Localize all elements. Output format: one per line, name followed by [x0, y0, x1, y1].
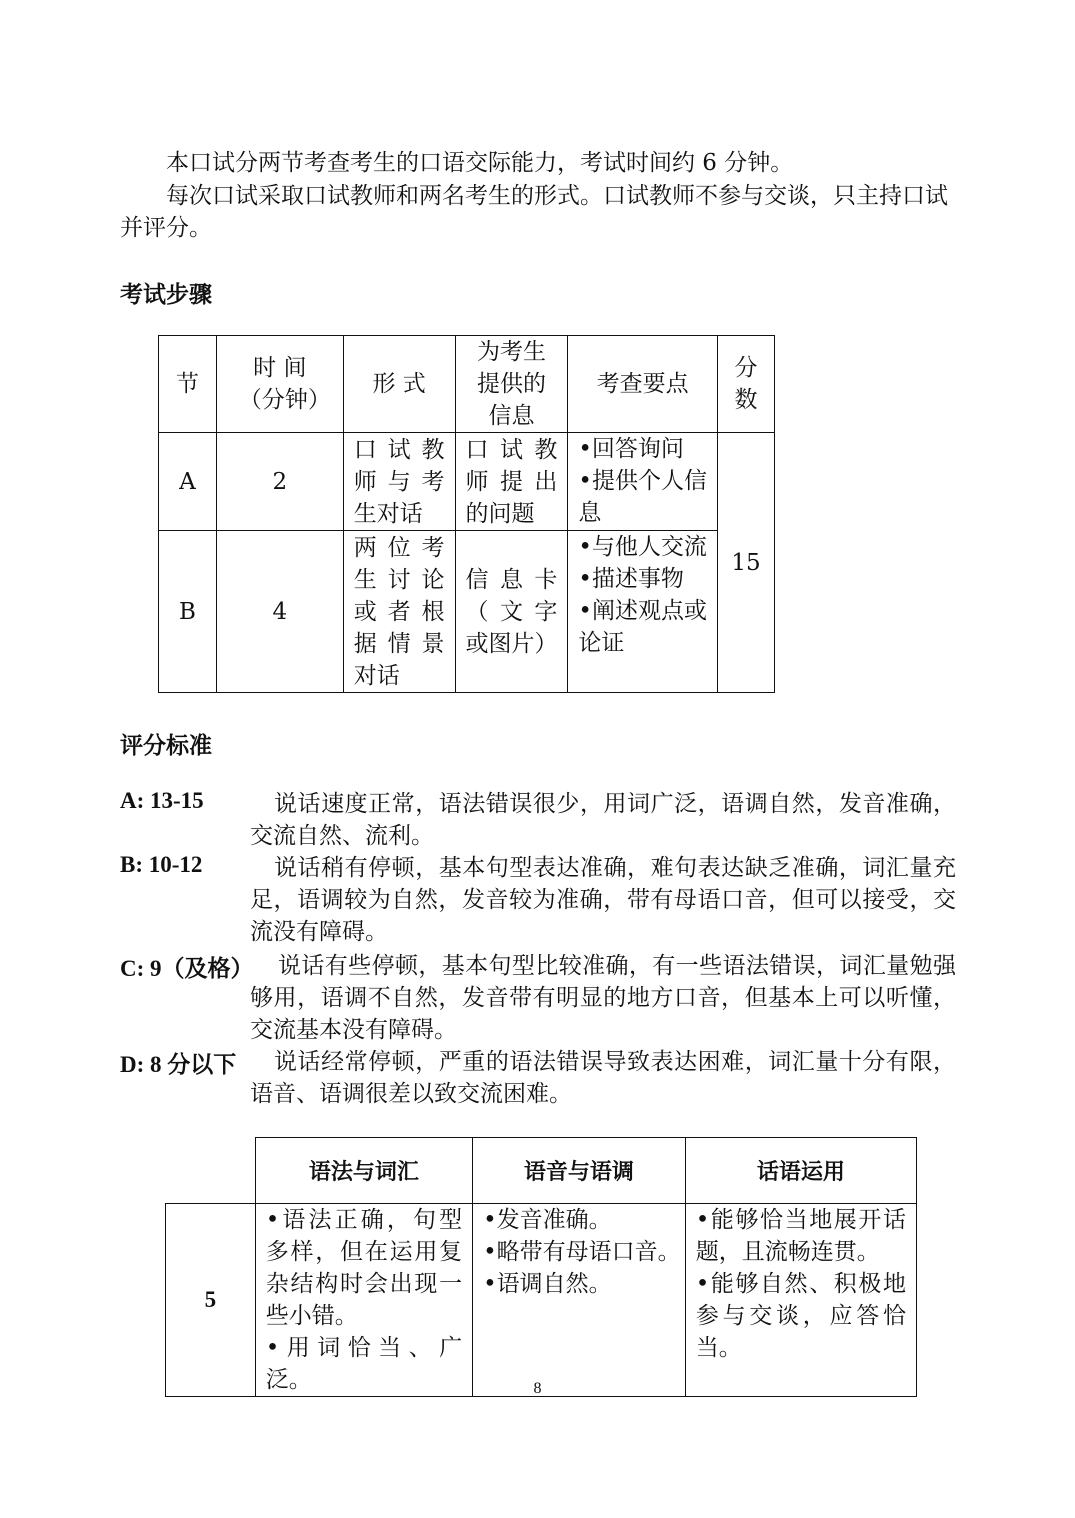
rubric-header-grammar: 语法与词汇 [255, 1138, 472, 1204]
rubric-grammar-item-1: •语法正确，句型多样，但在运用复杂结构时会出现一些小错。 [265, 1207, 463, 1329]
intro-paragraph-1: 本口试分两节考查考生的口语交际能力，考试时间约 6 分钟。 [166, 150, 794, 176]
header-score: 分数 [718, 336, 775, 433]
row-b-focus-item-2: •描述事物 [578, 566, 684, 592]
rubric-pron-item-1: •发音准确。 [483, 1207, 612, 1233]
intro-paragraph-2: 每次口试采取口试教师和两名考生的形式。口试教师不参与交谈，只主持口试并评分。 [120, 183, 948, 241]
header-format: 形 式 [343, 336, 455, 433]
rubric-discourse-item-2: •能够自然、积极地参与交谈，应答恰当。 [695, 1271, 906, 1361]
rubric-header-discourse: 话语运用 [685, 1138, 916, 1204]
total-score: 15 [718, 433, 775, 693]
rubric-header-row [166, 1138, 917, 1204]
row-b-format: 两位考生讨论或者根据情景对话 [343, 531, 455, 693]
row-a-section: A [159, 433, 217, 531]
rubric-grammar-item-2: •用词恰当、广泛。 [265, 1335, 463, 1393]
header-info: 为考生提供的信息 [455, 336, 568, 433]
grade-d-text: 说话经常停顿，严重的语法错误导致表达困难，词汇量十分有限，语音、语调很差以致交流困难。 [250, 1049, 956, 1107]
row-a-info: 口试教师提出的问题 [455, 433, 568, 531]
grade-a-label: A: 13-15 [120, 788, 204, 813]
rubric-row-5 [166, 1204, 917, 1397]
criteria-heading: 评分标准 [120, 733, 212, 759]
rubric-header-pronunciation: 语音与语调 [473, 1138, 686, 1204]
header-focus: 考查要点 [568, 336, 718, 433]
row-a-focus [568, 433, 718, 531]
grade-d-label: D: 8 分以下 [120, 1052, 237, 1077]
rubric-table [165, 1137, 917, 1397]
rubric-score: 5 [166, 1204, 256, 1397]
steps-row-b [159, 531, 775, 693]
row-a-format: 口试教师与考生对话 [343, 433, 455, 531]
rubric-pron-item-2: •略带有母语口音。 [483, 1239, 681, 1265]
row-a-time: 2 [216, 433, 343, 531]
row-b-info: 信息卡（文字或图片） [455, 531, 568, 693]
grade-a-text: 说话速度正常，语法错误很少，用词广泛，语调自然，发音准确，交流自然、流利。 [250, 791, 956, 849]
grade-c-text: 说话有些停顿，基本句型比较准确，有一些语法错误，词汇量勉强够用，语调不自然，发音带有明显的地方口音，但基本上可以听懂，交流基本没有障碍。 [250, 953, 956, 1043]
steps-row-a [159, 433, 775, 531]
rubric-grammar-cell [255, 1204, 472, 1397]
rubric-discourse-cell [685, 1204, 916, 1397]
grade-b-text: 说话稍有停顿，基本句型表达准确，难句表达缺乏准确，词汇量充足，语调较为自然，发音较为准确，带有母语口音，但可以接受，交流没有障碍。 [250, 855, 956, 945]
row-b-focus-item-3: •阐述观点或论证 [578, 598, 707, 656]
page-number: 8 [533, 1380, 542, 1397]
row-b-section: B [159, 531, 217, 693]
rubric-discourse-item-1: •能够恰当地展开话题，且流畅连贯。 [695, 1207, 906, 1265]
rubric-header-blank [166, 1138, 256, 1204]
steps-header-row [159, 336, 775, 433]
grade-b-label: B: 10-12 [120, 852, 203, 877]
row-b-time: 4 [216, 531, 343, 693]
rubric-pron-item-3: •语调自然。 [483, 1271, 612, 1297]
steps-heading: 考试步骤 [120, 282, 212, 308]
header-section: 节 [159, 336, 217, 433]
row-b-focus [568, 531, 718, 693]
rubric-pronunciation-cell [473, 1204, 686, 1397]
row-a-focus-item-1: •回答询问 [578, 436, 684, 462]
header-time: 时 间（分钟） [216, 336, 343, 433]
exam-steps-table [158, 335, 775, 693]
grade-c-label: C: 9（及格） [120, 956, 254, 981]
row-b-focus-item-1: •与他人交流 [578, 534, 707, 560]
row-a-focus-item-2: •提供个人信息 [578, 468, 707, 526]
